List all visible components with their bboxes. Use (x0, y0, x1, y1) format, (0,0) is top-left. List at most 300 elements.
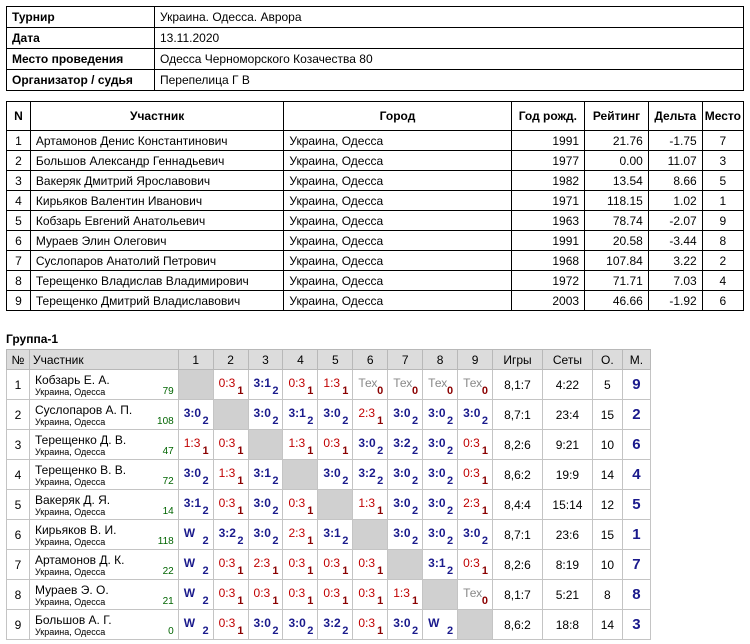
player-city: Украина, Одесса (34, 387, 106, 397)
match-result-cell (388, 610, 423, 640)
match-score: 1:3 (183, 436, 201, 450)
participant-cell: 5 (7, 211, 31, 231)
participant-cell: Украина, Одесса (284, 211, 511, 231)
player-rating: 47 (162, 446, 174, 457)
group-row-number: 9 (7, 610, 30, 640)
match-score: 3:0 (393, 616, 411, 630)
group-title: Группа-1 (6, 332, 59, 346)
participant-cell: 21.76 (585, 131, 649, 151)
match-points: 1 (237, 475, 244, 487)
match-score: 3:2 (393, 436, 411, 450)
match-points: 1 (412, 595, 419, 607)
player-name: Кирьяков В. И. (34, 523, 117, 537)
participant-cell: 6 (702, 291, 743, 311)
match-score: 3:1 (323, 526, 341, 540)
match-score: 0:3 (323, 556, 341, 570)
sets-score: 4:22 (542, 370, 592, 400)
diagonal-cell (178, 370, 213, 400)
match-result-cell (283, 370, 318, 400)
player-rating: 22 (162, 566, 174, 577)
participant-cell: -2.07 (648, 211, 702, 231)
match-score: W (183, 586, 196, 600)
games-score: 8,2:6 (493, 550, 543, 580)
match-result-cell (388, 490, 423, 520)
match-result-cell (213, 550, 248, 580)
match-result-cell (248, 580, 283, 610)
match-score: 3:2 (323, 616, 341, 630)
match-score: 3:2 (358, 466, 376, 480)
participant-cell: 0.00 (585, 151, 649, 171)
diagonal-cell (353, 520, 388, 550)
match-points: 2 (202, 535, 209, 547)
participant-cell: 118.15 (585, 191, 649, 211)
player-name: Вакеряк Д. Я. (34, 493, 111, 507)
info-value: Украина. Одесса. Аврора (155, 7, 744, 28)
match-result-cell (388, 520, 423, 550)
match-score: 0:3 (323, 436, 341, 450)
match-result-cell (178, 550, 213, 580)
match-points: 2 (342, 415, 349, 427)
match-points: 1 (342, 595, 349, 607)
participant-cell: 5 (702, 171, 743, 191)
match-result-cell (318, 370, 353, 400)
match-points: 1 (481, 505, 488, 517)
participant-cell: Терещенко Дмитрий Владиславович (30, 291, 283, 311)
participant-cell: 1 (7, 131, 31, 151)
match-points: 1 (342, 445, 349, 457)
participant-row (7, 231, 744, 251)
match-points: 2 (342, 475, 349, 487)
match-result-cell (213, 460, 248, 490)
sets-score: 23:6 (542, 520, 592, 550)
player-rating: 21 (162, 596, 174, 607)
participant-cell: 6 (7, 231, 31, 251)
match-points: 2 (412, 625, 419, 637)
participant-cell: 4 (702, 271, 743, 291)
participant-cell: 1977 (511, 151, 584, 171)
match-points: 1 (237, 625, 244, 637)
total-points: 12 (592, 490, 622, 520)
match-score: 3:0 (393, 526, 411, 540)
match-score: 3:1 (428, 556, 446, 570)
group-player (29, 490, 178, 520)
match-score: 1:3 (323, 376, 341, 390)
total-points: 14 (592, 610, 622, 640)
tournament-info-table (6, 6, 744, 91)
participant-cell: Украина, Одесса (284, 291, 511, 311)
match-score: 3:0 (463, 406, 481, 420)
player-name: Терещенко В. В. (34, 463, 127, 477)
match-points: 1 (481, 565, 488, 577)
total-points: 10 (592, 550, 622, 580)
match-score: 3:0 (253, 496, 271, 510)
player-city: Украина, Одесса (34, 597, 106, 607)
match-score: 3:1 (183, 496, 202, 510)
match-points: 2 (412, 415, 419, 427)
participant-cell: -1.92 (648, 291, 702, 311)
participant-cell: 1963 (511, 211, 584, 231)
match-result-cell (178, 430, 213, 460)
match-points: 0 (377, 385, 384, 397)
match-result-cell (423, 550, 458, 580)
group-row-number: 7 (7, 550, 30, 580)
group-row (7, 550, 651, 580)
group-header: 2 (213, 350, 248, 370)
match-score: 0:3 (463, 466, 480, 480)
group-player (29, 430, 178, 460)
participant-cell: 8 (7, 271, 31, 291)
group-player (29, 550, 178, 580)
participants-header: Город (284, 102, 511, 131)
games-score: 8,4:4 (493, 490, 543, 520)
match-score: 3:2 (218, 526, 236, 540)
group-row (7, 400, 651, 430)
final-place: 5 (622, 490, 650, 520)
participant-cell: 1991 (511, 131, 584, 151)
match-score: Тех (393, 376, 413, 390)
match-score: 3:0 (253, 406, 271, 420)
participant-cell: -3.44 (648, 231, 702, 251)
match-points: 1 (272, 595, 279, 607)
match-score: Тех (428, 376, 448, 390)
match-result-cell (458, 550, 493, 580)
participant-cell: 7 (7, 251, 31, 271)
group-row (7, 430, 651, 460)
match-result-cell (318, 520, 353, 550)
participant-cell: Украина, Одесса (284, 231, 511, 251)
match-score: 0:3 (218, 556, 236, 570)
match-result-cell (353, 550, 388, 580)
final-place: 6 (622, 430, 650, 460)
final-place: 2 (622, 400, 650, 430)
player-rating: 118 (157, 536, 174, 547)
match-points: 2 (446, 625, 454, 637)
player-name: Терещенко Д. В. (34, 433, 127, 447)
match-points: 1 (237, 565, 244, 577)
games-score: 8,1:7 (493, 580, 543, 610)
group-header: Участник (29, 350, 178, 370)
participant-cell: Украина, Одесса (284, 191, 511, 211)
match-points: 1 (377, 595, 384, 607)
participant-cell: 7 (702, 131, 743, 151)
match-score: 3:0 (428, 466, 446, 480)
participants-header: Участник (30, 102, 283, 131)
match-points: 2 (202, 505, 209, 517)
participant-cell: 78.74 (585, 211, 649, 231)
match-points: 1 (237, 595, 244, 607)
participant-cell: Вакеряк Дмитрий Ярославович (30, 171, 283, 191)
match-result-cell (283, 520, 318, 550)
participant-cell: 2 (7, 151, 31, 171)
match-score: 2:3 (463, 496, 480, 510)
participant-cell: Украина, Одесса (284, 251, 511, 271)
match-score: Тех (463, 586, 483, 600)
match-result-cell (178, 490, 213, 520)
match-points: 1 (342, 385, 349, 397)
match-result-cell (353, 400, 388, 430)
participant-cell: 1 (702, 191, 743, 211)
match-result-cell (283, 610, 318, 640)
group-header: 3 (248, 350, 283, 370)
match-score: 0:3 (358, 586, 375, 600)
group-row (7, 610, 651, 640)
match-score: 3:0 (428, 526, 446, 540)
match-result-cell (423, 430, 458, 460)
match-result-cell (283, 400, 318, 430)
player-rating: 0 (168, 626, 174, 637)
match-points: 2 (237, 535, 244, 547)
group-header: Сеты (542, 350, 592, 370)
participants-table (6, 101, 744, 311)
match-result-cell (458, 490, 493, 520)
participant-cell: 3 (702, 151, 743, 171)
match-score: 3:0 (253, 526, 271, 540)
participant-cell: 2 (702, 251, 743, 271)
match-result-cell (388, 370, 423, 400)
match-result-cell (213, 490, 248, 520)
match-result-cell (248, 460, 283, 490)
group-row (7, 490, 651, 520)
participants-header: Дельта (648, 102, 702, 131)
match-points: 1 (307, 445, 314, 457)
total-points: 5 (592, 370, 622, 400)
player-city: Украина, Одесса (34, 567, 106, 577)
match-result-cell (388, 580, 423, 610)
group-header: Игры (493, 350, 543, 370)
match-points: 1 (307, 595, 314, 607)
match-score: 3:0 (463, 526, 481, 540)
match-points: 1 (237, 385, 244, 397)
participant-cell: 9 (702, 211, 743, 231)
match-result-cell (248, 490, 283, 520)
diagonal-cell (318, 490, 353, 520)
match-points: 1 (481, 445, 488, 457)
total-points: 10 (592, 430, 622, 460)
participant-row (7, 151, 744, 171)
match-points: 2 (202, 415, 209, 427)
total-points: 15 (592, 520, 622, 550)
info-row (7, 49, 744, 70)
match-points: 2 (307, 415, 314, 427)
group-player (29, 520, 178, 550)
match-result-cell (248, 370, 283, 400)
participant-cell: Украина, Одесса (284, 271, 511, 291)
match-points: 1 (342, 565, 349, 577)
match-score: 3:0 (428, 406, 446, 420)
match-score: 2:3 (358, 406, 375, 420)
participant-cell: 7.03 (648, 271, 702, 291)
group-player (29, 370, 178, 400)
participant-cell: 1991 (511, 231, 584, 251)
match-score: W (183, 616, 196, 630)
participant-cell: -1.75 (648, 131, 702, 151)
match-points: 1 (377, 565, 384, 577)
match-score: 3:0 (358, 436, 376, 450)
match-result-cell (458, 400, 493, 430)
match-score: 1:3 (358, 496, 375, 510)
participant-row (7, 131, 744, 151)
info-row (7, 70, 744, 91)
match-points: 2 (412, 445, 419, 457)
match-points: 1 (307, 535, 314, 547)
match-result-cell (423, 520, 458, 550)
match-score: 3:0 (323, 466, 341, 480)
match-score: 0:3 (288, 586, 306, 600)
match-result-cell (423, 610, 458, 640)
games-score: 8,1:7 (493, 370, 543, 400)
participant-cell: 1968 (511, 251, 584, 271)
match-score: 0:3 (323, 586, 341, 600)
participant-row (7, 291, 744, 311)
match-points: 2 (446, 535, 454, 547)
match-result-cell (318, 460, 353, 490)
diagonal-cell (283, 460, 318, 490)
match-result-cell (178, 580, 213, 610)
final-place: 9 (622, 370, 650, 400)
match-points: 0 (481, 595, 488, 607)
match-result-cell (283, 490, 318, 520)
match-result-cell (213, 580, 248, 610)
sets-score: 23:4 (542, 400, 592, 430)
group-row (7, 580, 651, 610)
games-score: 8,6:2 (493, 460, 543, 490)
match-score: 1:3 (218, 466, 236, 480)
sets-score: 8:19 (542, 550, 592, 580)
participant-row (7, 271, 744, 291)
diagonal-cell (388, 550, 423, 580)
participant-row (7, 211, 744, 231)
match-result-cell (178, 460, 213, 490)
match-result-cell (178, 610, 213, 640)
participant-cell: 3.22 (648, 251, 702, 271)
group-row-number: 3 (7, 430, 30, 460)
match-score: 3:0 (393, 406, 411, 420)
match-points: 2 (377, 475, 384, 487)
match-result-cell (458, 580, 493, 610)
match-points: 2 (272, 475, 279, 487)
participant-cell: 46.66 (585, 291, 649, 311)
participant-cell: 1982 (511, 171, 584, 191)
sets-score: 9:21 (542, 430, 592, 460)
group-player (29, 610, 178, 640)
match-points: 2 (202, 595, 209, 607)
match-result-cell (248, 400, 283, 430)
group-header: 1 (178, 350, 213, 370)
group-header: О. (592, 350, 622, 370)
player-city: Украина, Одесса (34, 477, 106, 487)
match-result-cell (353, 580, 388, 610)
info-value: Одесса Черноморского Козачества 80 (155, 49, 744, 70)
match-score: 0:3 (218, 376, 236, 390)
group-header: 9 (458, 350, 493, 370)
match-points: 2 (272, 505, 279, 517)
match-score: 3:0 (428, 436, 446, 450)
group-header: 5 (318, 350, 353, 370)
player-name: Артамонов Д. К. (34, 553, 125, 567)
match-score: 0:3 (288, 556, 306, 570)
participant-cell: 11.07 (648, 151, 702, 171)
match-score: 0:3 (463, 556, 480, 570)
match-result-cell (213, 520, 248, 550)
match-score: 0:3 (358, 556, 375, 570)
participant-cell: 1972 (511, 271, 584, 291)
participant-cell: Мураев Элин Олегович (30, 231, 283, 251)
match-points: 1 (377, 625, 384, 637)
group-row (7, 370, 651, 400)
player-rating: 108 (157, 416, 174, 427)
participant-cell: 1971 (511, 191, 584, 211)
info-row (7, 7, 744, 28)
match-points: 2 (342, 535, 349, 547)
diagonal-cell (248, 430, 283, 460)
group-row-number: 5 (7, 490, 30, 520)
player-name: Большов А. Г. (34, 613, 112, 627)
final-place: 3 (622, 610, 650, 640)
participant-row (7, 191, 744, 211)
match-score: 3:0 (323, 406, 341, 420)
player-city: Украина, Одесса (34, 537, 106, 547)
group-results-table (6, 349, 651, 640)
participant-cell: Суслопаров Анатолий Петрович (30, 251, 283, 271)
group-row (7, 520, 651, 550)
match-score: 0:3 (218, 496, 236, 510)
match-score: W (183, 526, 196, 540)
participants-header: Рейтинг (585, 102, 649, 131)
match-points: 2 (481, 535, 488, 547)
match-score: 0:3 (218, 436, 236, 450)
participant-cell: Большов Александр Геннадьевич (30, 151, 283, 171)
match-points: 1 (481, 475, 488, 487)
match-result-cell (248, 610, 283, 640)
participant-cell: Кобзарь Евгений Анатольевич (30, 211, 283, 231)
match-result-cell (283, 430, 318, 460)
match-result-cell (423, 490, 458, 520)
match-result-cell (458, 520, 493, 550)
match-points: 2 (202, 565, 209, 577)
match-points: 1 (377, 505, 384, 517)
match-points: 2 (272, 625, 279, 637)
group-header: 7 (388, 350, 423, 370)
total-points: 8 (592, 580, 622, 610)
info-label: Дата (7, 28, 155, 49)
match-points: 2 (446, 505, 454, 517)
participant-cell: Кирьяков Валентин Иванович (30, 191, 283, 211)
match-score: 1:3 (393, 586, 410, 600)
games-score: 8,2:6 (493, 430, 543, 460)
match-points: 2 (202, 625, 209, 637)
group-header: М. (622, 350, 650, 370)
participant-cell: 71.71 (585, 271, 649, 291)
games-score: 8,7:1 (493, 400, 543, 430)
match-result-cell (458, 430, 493, 460)
match-score: 3:0 (288, 616, 306, 630)
match-points: 1 (237, 505, 244, 517)
participant-row (7, 251, 744, 271)
info-label: Турнир (7, 7, 155, 28)
match-points: 0 (446, 385, 454, 397)
final-place: 1 (622, 520, 650, 550)
match-result-cell (423, 460, 458, 490)
match-points: 1 (307, 505, 314, 517)
participants-header: Год рожд. (511, 102, 584, 131)
participant-cell: Терещенко Владислав Владимирович (30, 271, 283, 291)
match-points: 2 (446, 565, 454, 577)
sets-score: 15:14 (542, 490, 592, 520)
match-points: 2 (342, 625, 349, 637)
group-row-number: 2 (7, 400, 30, 430)
match-points: 1 (307, 385, 314, 397)
info-label: Организатор / судья (7, 70, 155, 91)
